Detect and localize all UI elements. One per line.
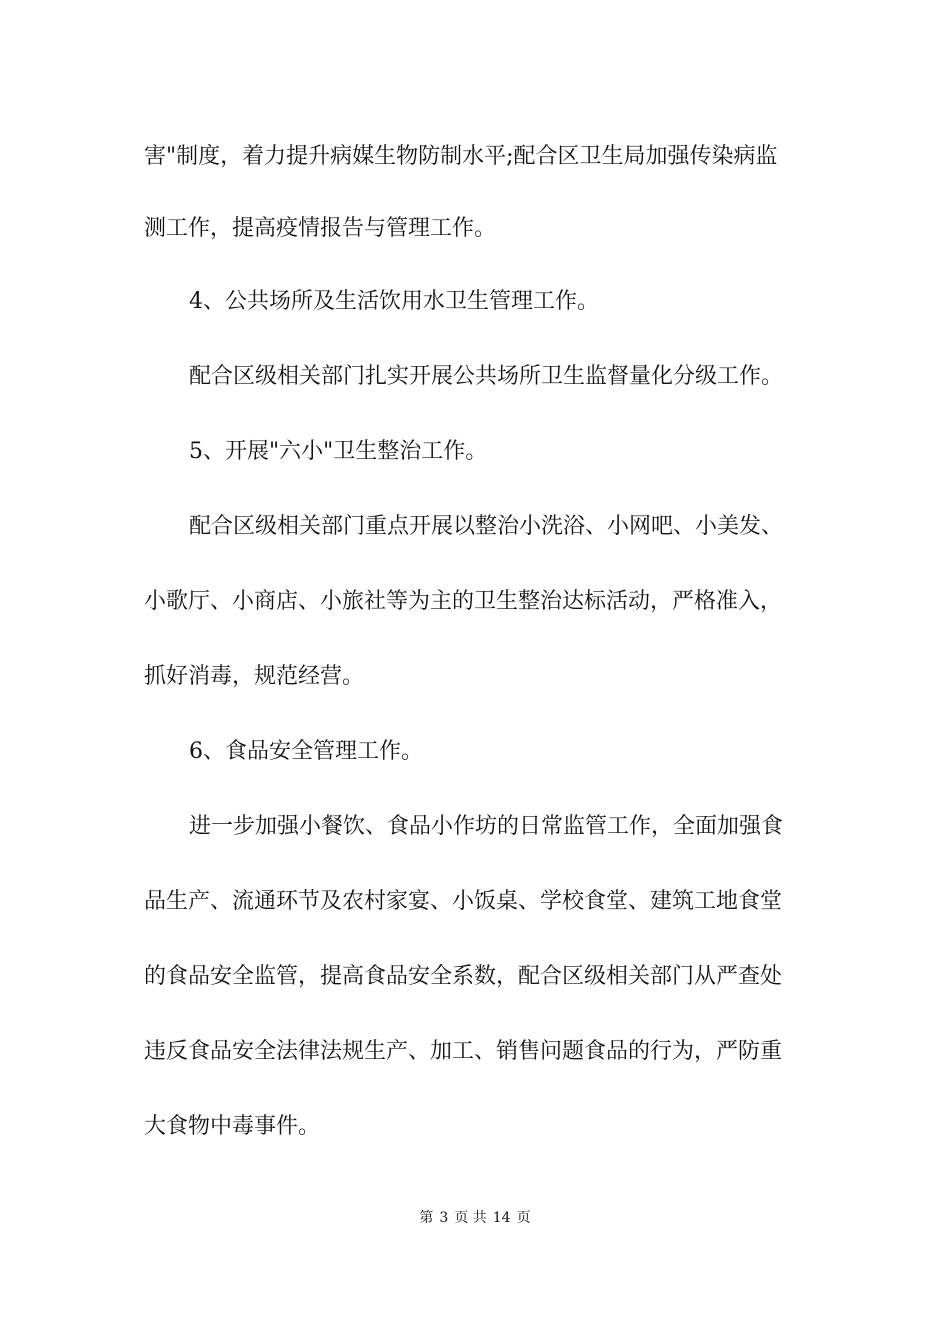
text-line-1: 害"制度，着力提升病媒生物防制水平;配合区卫生局加强传染病监 bbox=[144, 144, 778, 169]
section-heading-4: 4、公共场所及生活饮用水卫生管理工作。 bbox=[189, 289, 599, 314]
section-heading-5: 5、开展"六小"卫生整治工作。 bbox=[189, 439, 488, 464]
text-line-7: 小歌厅、小商店、小旅社等为主的卫生整治达标活动，严格准入， bbox=[144, 589, 783, 614]
footer-suffix: 页 bbox=[516, 1210, 531, 1226]
text-line-12: 的食品安全监管，提高食品安全系数，配合区级相关部门从严查处 bbox=[144, 964, 783, 989]
text-line-14: 大食物中毒事件。 bbox=[144, 1114, 321, 1139]
page-footer bbox=[0, 1208, 950, 1228]
current-page-number: 3 bbox=[439, 1210, 449, 1226]
footer-mid: 页 共 bbox=[454, 1210, 487, 1226]
text-line-10: 进一步加强小餐饮、食品小作坊的日常监管工作，全面加强食 bbox=[189, 814, 784, 839]
text-line-13: 违反食品安全法律法规生产、加工、销售问题食品的行为，严防重 bbox=[144, 1039, 783, 1064]
section-heading-6: 6、食品安全管理工作。 bbox=[189, 739, 423, 764]
total-pages-number: 14 bbox=[492, 1210, 511, 1226]
text-line-4: 配合区级相关部门扎实开展公共场所卫生监督量化分级工作。 bbox=[189, 364, 784, 389]
text-line-6: 配合区级相关部门重点开展以整治小洗浴、小网吧、小美发、 bbox=[189, 514, 784, 539]
text-line-11: 品生产、流通环节及农村家宴、小饭桌、学校食堂、建筑工地食堂 bbox=[144, 889, 783, 914]
text-line-2: 测工作，提高疫情报告与管理工作。 bbox=[144, 216, 497, 241]
text-line-8: 抓好消毒，规范经营。 bbox=[144, 664, 365, 689]
footer-prefix: 第 bbox=[419, 1210, 434, 1226]
